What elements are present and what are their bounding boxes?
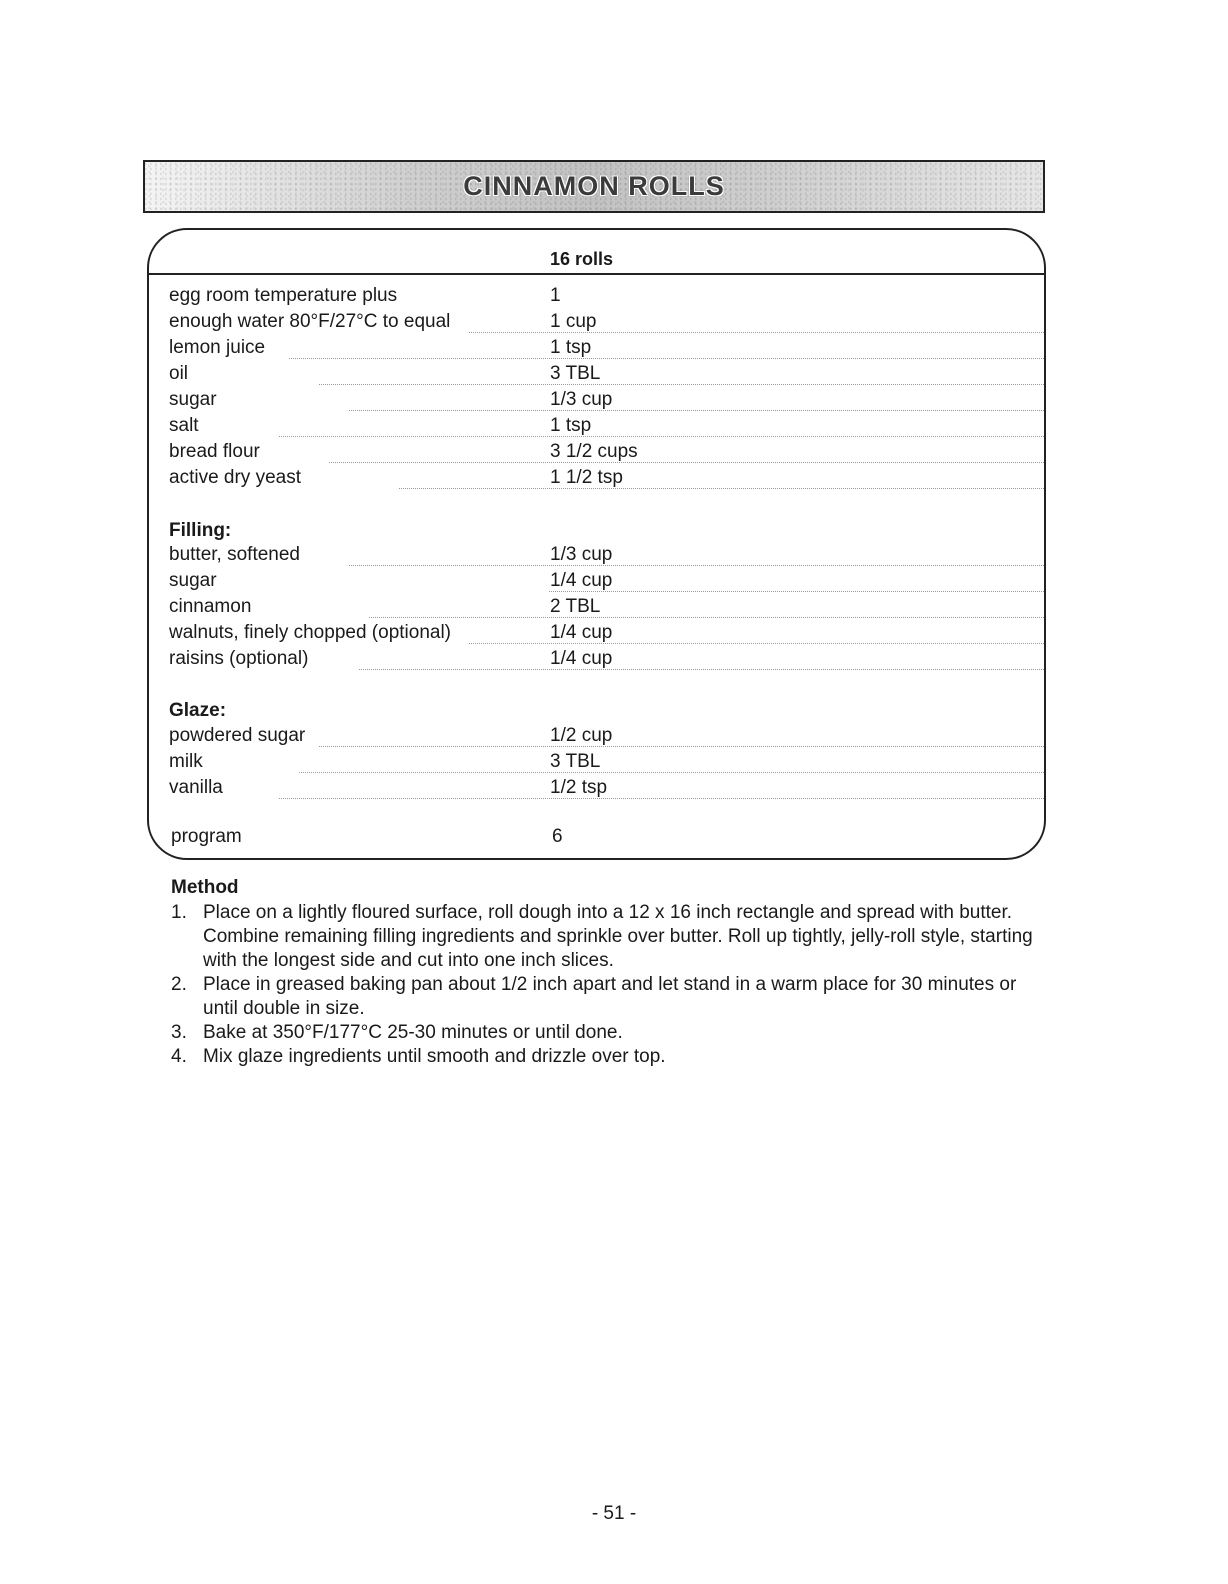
program-row — [171, 826, 1031, 848]
method-section — [171, 876, 1041, 1069]
ingredient-name: bread flour — [169, 441, 260, 462]
ingredient-row — [169, 725, 1044, 751]
page-number: - 51 - — [591, 1503, 637, 1524]
step-text: Mix glaze ingredients until smooth and drizzle over top. — [203, 1046, 666, 1067]
recipe-title: CINNAMON ROLLS — [463, 171, 725, 201]
ingredient-name: active dry yeast — [169, 467, 301, 488]
dot-leader — [399, 488, 1044, 489]
method-step — [171, 1045, 1041, 1069]
program-label: program — [171, 826, 242, 847]
ingredient-name: sugar — [169, 570, 217, 591]
yield-label: 16 rolls — [550, 249, 614, 269]
step-text: Place in greased baking pan about 1/2 inch apart and let stand in a warm place for 30 minutes or until double in size. — [203, 974, 1017, 1019]
method-step — [171, 973, 1041, 1021]
ingredient-name: enough water 80°F/27°C to equal — [169, 311, 451, 332]
ingredient-amount: 1 1/2 tsp — [550, 467, 623, 488]
ingredient-amount: 1/4 cup — [550, 622, 613, 643]
ingredient-amount: 1/2 tsp — [550, 777, 608, 798]
step-number: 2. — [171, 974, 187, 995]
ingredient-amount: 1/2 cup — [550, 725, 613, 746]
ingredient-name: raisins (optional) — [169, 648, 309, 669]
ingredient-amount: 1 tsp — [550, 337, 592, 358]
dot-leader — [349, 410, 1044, 411]
ingredient-row — [169, 285, 1044, 311]
ingredient-amount: 1 tsp — [550, 415, 592, 436]
step-number: 1. — [171, 902, 187, 923]
ingredient-row — [169, 544, 1044, 570]
ingredient-name: walnuts, finely chopped (optional) — [169, 622, 452, 643]
ingredient-amount: 2 TBL — [550, 596, 601, 617]
ingredient-row — [169, 389, 1044, 415]
dot-leader — [359, 669, 1044, 670]
glaze-heading: Glaze: — [169, 700, 227, 721]
method-heading: Method — [171, 877, 239, 898]
step-number: 3. — [171, 1022, 187, 1043]
ingredient-amount: 3 TBL — [550, 363, 601, 384]
ingredient-amount: 1/4 cup — [550, 570, 613, 591]
ingredient-row — [169, 777, 1044, 803]
ingredient-name: butter, softened — [169, 544, 300, 565]
ingredient-amount: 1 — [550, 285, 561, 306]
ingredient-amount: 1 cup — [550, 311, 597, 332]
ingredient-amount: 1/3 cup — [550, 389, 613, 410]
ingredient-name: vanilla — [169, 777, 223, 798]
dot-leader — [289, 358, 1044, 359]
ingredient-row — [169, 570, 1044, 596]
ingredient-name: lemon juice — [169, 337, 266, 358]
ingredient-row — [169, 751, 1044, 777]
ingredient-row — [169, 337, 1044, 363]
ingredient-row — [169, 596, 1044, 622]
dot-leader — [279, 798, 1044, 799]
dot-leader — [329, 462, 1044, 463]
dot-leader — [299, 772, 1044, 773]
ingredient-row — [169, 441, 1044, 467]
ingredient-name: egg room temperature plus — [169, 285, 398, 306]
dot-leader — [319, 384, 1044, 385]
step-text: Bake at 350°F/177°C 25-30 minutes or until done. — [203, 1022, 623, 1043]
method-step — [171, 901, 1041, 973]
ingredient-row — [169, 648, 1044, 674]
method-steps — [171, 901, 1041, 1069]
header-divider — [149, 273, 1044, 275]
ingredient-name: milk — [169, 751, 203, 772]
ingredient-row — [169, 311, 1044, 337]
filling-heading: Filling: — [169, 520, 232, 541]
dot-leader — [549, 591, 1044, 592]
step-number: 4. — [171, 1046, 187, 1067]
ingredient-box — [147, 228, 1046, 860]
step-text: Place on a lightly floured surface, roll dough into a 12 x 16 inch rectangle and spread with butter. Combine remaining filling ingredients and sprinkle over butter. Roll up tightly, jelly-roll style, starting with the longest side and cut into one inch slices. — [203, 902, 1033, 971]
program-value: 6 — [552, 826, 563, 847]
ingredient-amount: 3 TBL — [550, 751, 601, 772]
ingredient-amount: 1/3 cup — [550, 544, 613, 565]
dot-leader — [279, 436, 1044, 437]
ingredient-name: cinnamon — [169, 596, 252, 617]
ingredient-name: sugar — [169, 389, 217, 410]
method-step — [171, 1021, 1041, 1045]
ingredient-amount: 1/4 cup — [550, 648, 613, 669]
dot-leader — [349, 565, 1044, 566]
ingredient-name: powdered sugar — [169, 725, 306, 746]
ingredient-row — [169, 363, 1044, 389]
ingredient-name: salt — [169, 415, 199, 436]
title-banner — [143, 160, 1045, 213]
ingredient-row — [169, 622, 1044, 648]
dot-leader — [369, 617, 1044, 618]
ingredient-row — [169, 415, 1044, 441]
ingredient-amount: 3 1/2 cups — [550, 441, 638, 462]
ingredient-name: oil — [169, 363, 189, 384]
ingredient-row — [169, 467, 1044, 493]
dot-leader — [319, 746, 1044, 747]
